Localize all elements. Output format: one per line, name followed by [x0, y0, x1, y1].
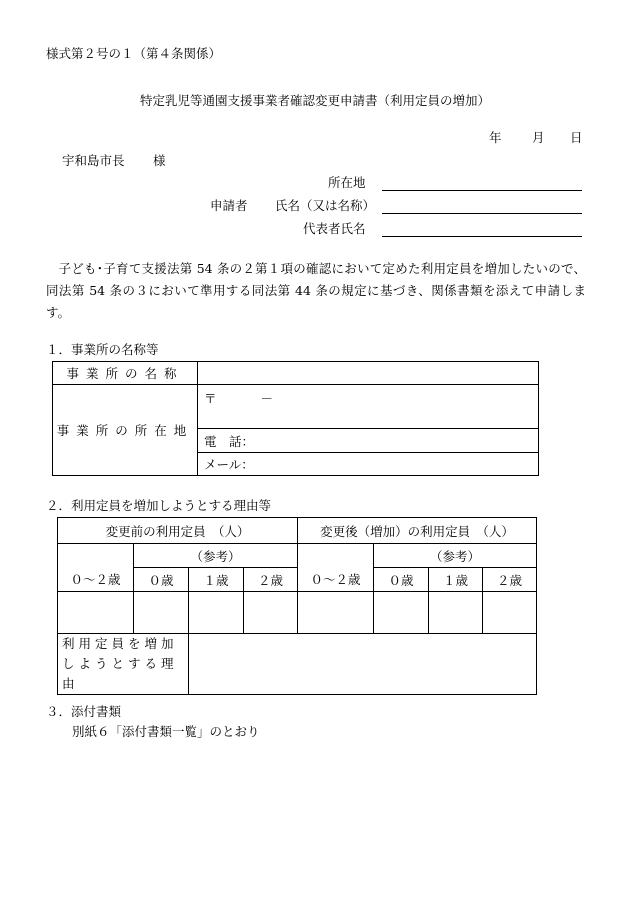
before-reference-label: （参考） [134, 544, 298, 568]
attachments-note: 別紙６「添付書類一覧」のとおり [72, 724, 260, 739]
input-after-0-2[interactable] [298, 592, 374, 634]
input-after-2[interactable] [483, 592, 537, 634]
applicant-rep-field[interactable] [382, 236, 582, 237]
applicant-address-label: 所在地 [328, 175, 366, 190]
application-statement: 子ども･子育て支援法第 54 条の２第１項の確認において定めた利用定員を増加したいので、同法第 54 条の３において準用する同法第 44 条の規定に基づき、関係書類を添えて申請します。 [46, 261, 586, 320]
facility-location-label: 事業所の所在地 [53, 385, 198, 476]
applicant-address-field[interactable] [382, 190, 582, 191]
document-title: 特定乳児等通園支援事業者確認変更申請書（利用定員の増加） [139, 93, 490, 108]
input-before-0-2[interactable] [58, 592, 134, 634]
after-spacer [298, 544, 374, 568]
col-after-1: １歳 [429, 568, 483, 592]
section3-heading: ３．添付書類 [46, 704, 122, 719]
postal-dash: － [260, 391, 274, 406]
applicant-name-field[interactable] [382, 213, 582, 214]
applicant-rep-label: 代表者氏名 [303, 221, 366, 236]
before-spacer [58, 544, 134, 568]
applicant-label: 申請者 [210, 198, 248, 213]
before-capacity-header: 変更前の利用定員 （人） [58, 518, 298, 544]
col-before-0-2: ０～２歳 [58, 568, 134, 592]
section1-heading: １．事業所の名称等 [46, 342, 159, 357]
date-year: 年 [489, 130, 502, 145]
email-label: メール： [204, 457, 254, 472]
facility-email-field[interactable] [198, 453, 539, 476]
reason-label: 利用定員を増加 しようとする理由 [58, 634, 189, 695]
form-number: 様式第２号の１（第４条関係） [46, 46, 222, 61]
col-after-0: ０歳 [374, 568, 429, 592]
col-before-1: １歳 [189, 568, 244, 592]
input-after-1[interactable] [429, 592, 483, 634]
facility-name-label: 事業所の名称 [53, 362, 198, 385]
applicant-name-label: 氏名（又は名称） [275, 198, 376, 213]
facility-phone-field[interactable] [198, 429, 539, 453]
capacity-table [57, 517, 537, 695]
col-after-0-2: ０～２歳 [298, 568, 374, 592]
col-before-0: ０歳 [134, 568, 189, 592]
postal-mark: 〒 [204, 391, 217, 406]
facility-name-field[interactable] [198, 362, 539, 385]
input-after-0[interactable] [374, 592, 429, 634]
reason-field[interactable] [189, 634, 537, 695]
col-before-2: ２歳 [244, 568, 298, 592]
date-month: 月 [532, 130, 545, 145]
input-before-1[interactable] [189, 592, 244, 634]
input-before-0[interactable] [134, 592, 189, 634]
addressee-name: 宇和島市長 [62, 153, 125, 168]
addressee-honorific: 様 [153, 153, 166, 168]
phone-label: 電 話： [204, 433, 255, 449]
date-day: 日 [570, 130, 583, 145]
after-capacity-header: 変更後（増加）の利用定員 （人） [298, 518, 537, 544]
input-before-2[interactable] [244, 592, 298, 634]
facility-postal-field[interactable] [198, 385, 539, 429]
col-after-2: ２歳 [483, 568, 537, 592]
after-reference-label: （参考） [374, 544, 537, 568]
section2-heading: ２．利用定員を増加しようとする理由等 [46, 498, 272, 513]
facility-table [52, 361, 539, 476]
